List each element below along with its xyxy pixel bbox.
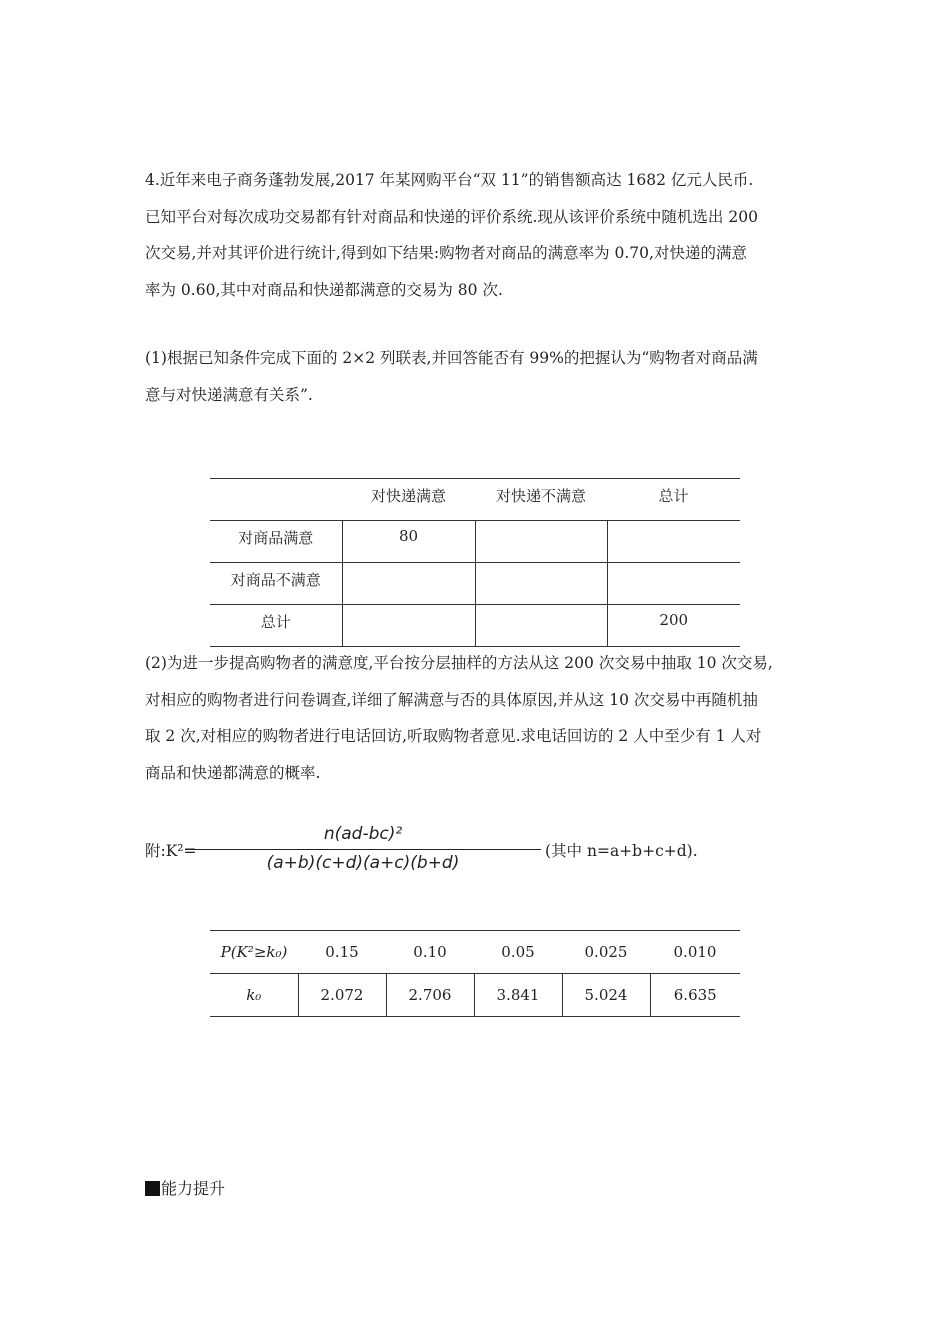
contingency-table bbox=[210, 478, 740, 647]
table-row bbox=[210, 931, 740, 974]
header-cell: 对快递满意 bbox=[342, 479, 475, 521]
problem-line: 次交易,并对其评价进行统计,得到如下结果:购物者对商品的满意率为 0.70,对快递的满意 bbox=[145, 244, 747, 262]
table-cell: 6.635 bbox=[650, 974, 740, 1017]
table-header-row bbox=[210, 479, 740, 521]
row-label-cell: 总计 bbox=[210, 605, 342, 647]
row-label-cell: 对商品不满意 bbox=[210, 563, 342, 605]
table-cell bbox=[607, 563, 740, 605]
table-row bbox=[210, 605, 740, 647]
table-cell bbox=[475, 521, 607, 563]
table-cell: 0.10 bbox=[386, 931, 474, 974]
table-cell: 2.706 bbox=[386, 974, 474, 1017]
problem-line: 已知平台对每次成功交易都有针对商品和快递的评价系统.现从该评价系统中随机选出 200 bbox=[145, 207, 758, 226]
formula-fraction bbox=[185, 822, 541, 874]
table-cell: 0.15 bbox=[298, 931, 386, 974]
table-cell: 2.072 bbox=[298, 974, 386, 1017]
table-cell: 0.05 bbox=[474, 931, 562, 974]
table-cell: 0.025 bbox=[562, 931, 650, 974]
problem-line: 率为 0.60,其中对商品和快递都满意的交易为 80 次. bbox=[145, 280, 503, 299]
formula-denominator: (a+b)(c+d)(a+c)(b+d) bbox=[266, 853, 460, 873]
part-2-line: (2)为进一步提高购物者的满意度,平台按分层抽样的方法从这 200 次交易中抽取 10 次交易, bbox=[145, 654, 773, 672]
table-row bbox=[210, 974, 740, 1017]
section-heading-text: 能力提升 bbox=[161, 1179, 226, 1198]
table-cell: k₀ bbox=[210, 974, 298, 1017]
row-label-cell: 对商品满意 bbox=[210, 521, 342, 563]
header-cell bbox=[210, 479, 342, 521]
part-2-line: 取 2 次,对相应的购物者进行电话回访,听取购物者意见.求电话回访的 2 人中至少有 1 人对 bbox=[145, 727, 762, 745]
table-cell: 200 bbox=[607, 605, 740, 647]
table-cell bbox=[342, 563, 475, 605]
part-2-line: 对相应的购物者进行问卷调查,详细了解满意与否的具体原因,并从这 10 次交易中再随机抽 bbox=[145, 690, 758, 709]
formula-numerator: n(ad-bc)² bbox=[323, 824, 403, 844]
part-1-line: 意与对快递满意有关系”. bbox=[145, 385, 313, 404]
problem-statement bbox=[145, 162, 810, 308]
table-cell bbox=[607, 521, 740, 563]
section-heading bbox=[145, 1176, 225, 1199]
header-cell: 总计 bbox=[607, 479, 740, 521]
table-cell: 80 bbox=[342, 521, 475, 563]
problem-line: 4.近年来电子商务蓬勃发展,2017 年某网购平台“双 11”的销售额高达 1682 亿元人民币. bbox=[145, 171, 754, 189]
table-cell: 3.841 bbox=[474, 974, 562, 1017]
square-bullet-icon bbox=[145, 1181, 160, 1196]
table-cell: P(K²≥k₀) bbox=[210, 931, 298, 974]
critical-value-table bbox=[210, 930, 740, 1017]
part-1-question bbox=[145, 340, 810, 413]
formula-lead: 附:K²= bbox=[145, 842, 197, 860]
table-cell bbox=[475, 605, 607, 647]
formula-note: (其中 n=a+b+c+d). bbox=[545, 842, 698, 860]
part-1-line: (1)根据已知条件完成下面的 2×2 列联表,并回答能否有 99%的把握认为“购物者对商品满 bbox=[145, 349, 758, 367]
table-cell bbox=[342, 605, 475, 647]
table-row bbox=[210, 563, 740, 605]
header-cell: 对快递不满意 bbox=[475, 479, 607, 521]
table-row bbox=[210, 521, 740, 563]
part-2-line: 商品和快递都满意的概率. bbox=[145, 763, 321, 782]
table-cell: 5.024 bbox=[562, 974, 650, 1017]
part-2-question bbox=[145, 645, 810, 791]
table-cell: 0.010 bbox=[650, 931, 740, 974]
table-cell bbox=[475, 563, 607, 605]
